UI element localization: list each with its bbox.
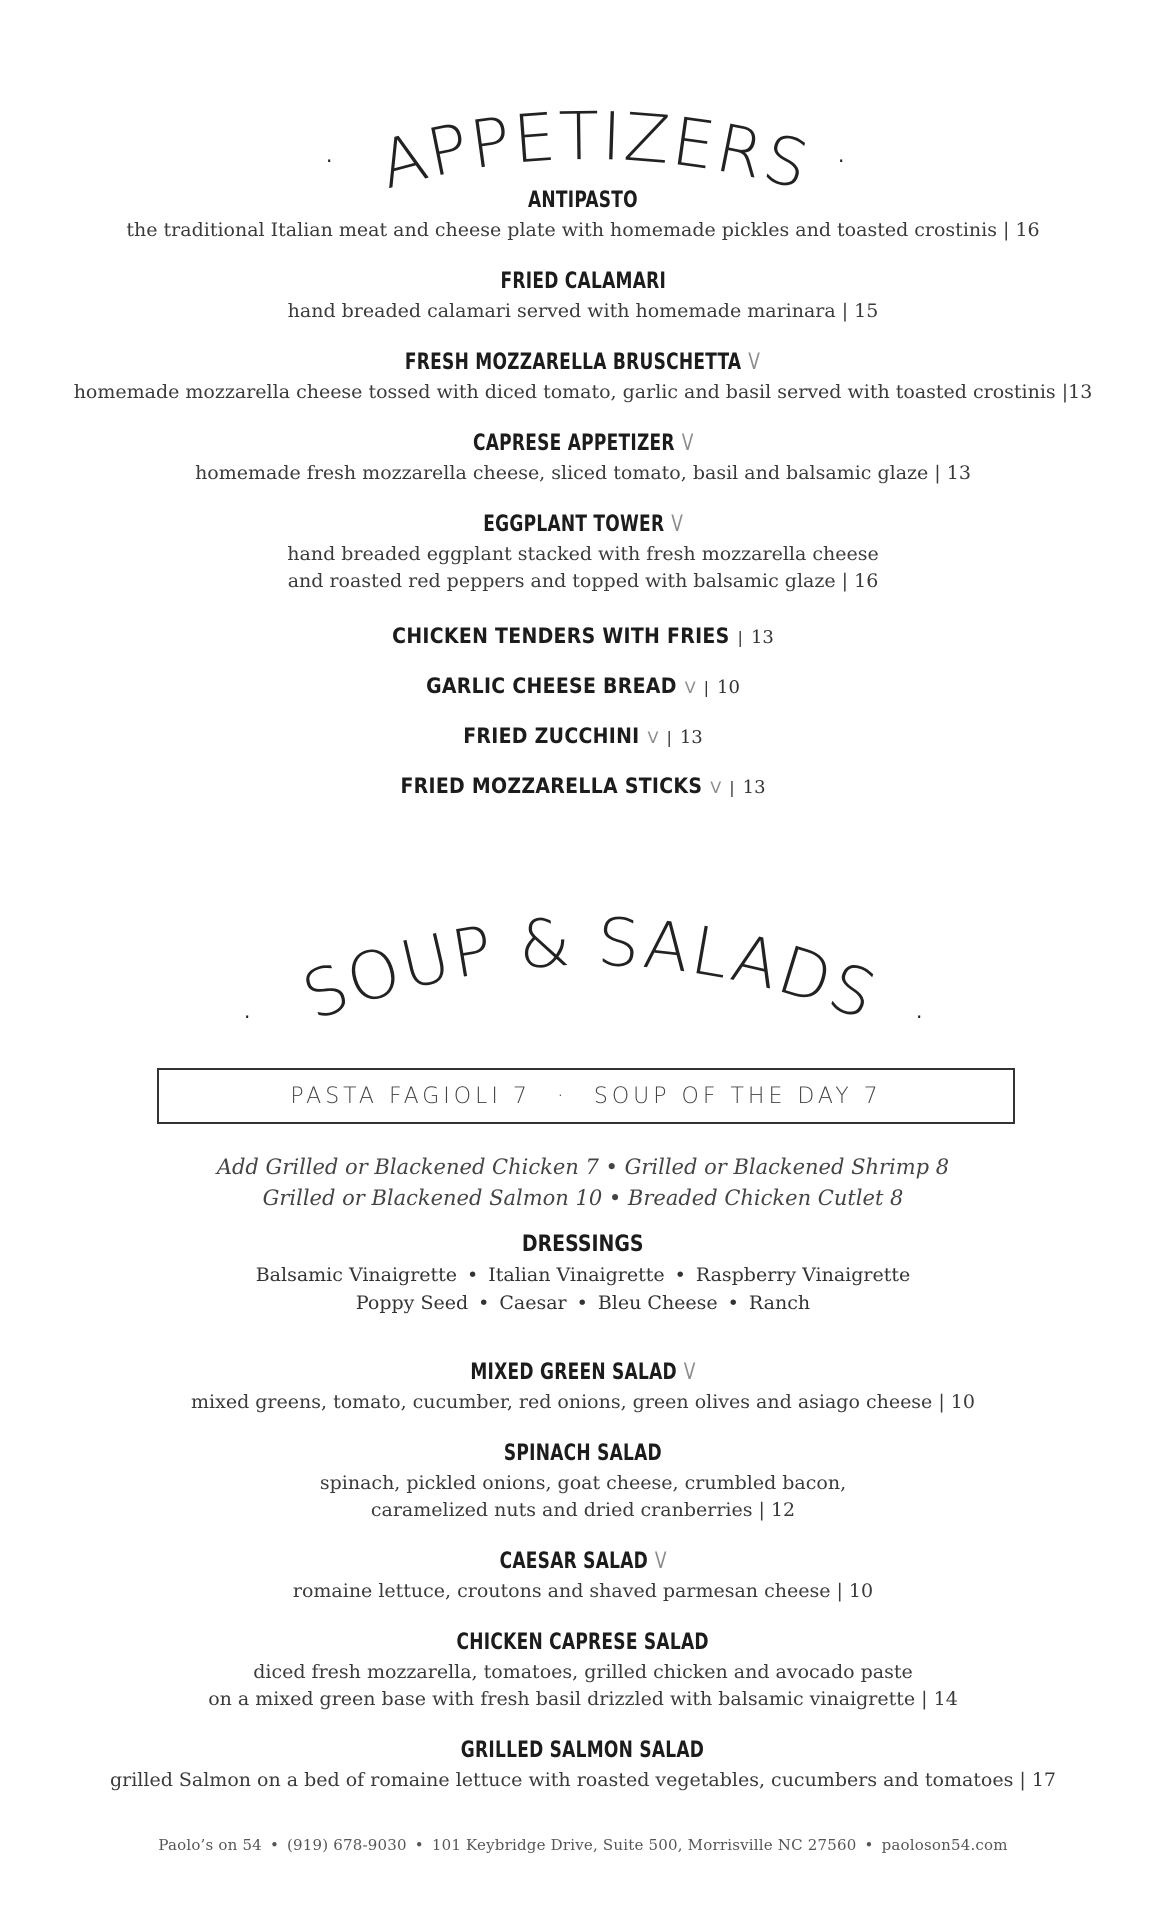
- svg-text:.: .: [326, 143, 333, 167]
- dressing-name: Balsamic Vinaigrette: [255, 1264, 458, 1286]
- menu-item-header: [0, 1628, 1166, 1659]
- soup-item: PASTA FAGIOLI 7: [290, 1083, 531, 1109]
- bullet-separator: •: [727, 1292, 739, 1314]
- vegetarian-icon: V: [683, 1360, 696, 1385]
- vegetarian-icon: V: [654, 1549, 667, 1574]
- bullet-separator: •: [864, 1836, 874, 1854]
- dressing-name: Raspberry Vinaigrette: [695, 1264, 911, 1286]
- appetizers-inline-list: [0, 612, 1166, 812]
- soup-salads-title: [0, 900, 1166, 1040]
- bullet-separator: •: [674, 1264, 686, 1286]
- appetizers-title-text: APPETIZERS: [371, 97, 818, 190]
- menu-item: [0, 267, 1166, 325]
- menu-item-description: on a mixed green base with fresh basil drizzled with balsamic vinaigrette | 14: [208, 1688, 958, 1710]
- menu-item-header: [0, 510, 1166, 541]
- footer-text: (919) 678-9030: [287, 1836, 407, 1854]
- menu-item: [0, 186, 1166, 244]
- menu-item: [0, 1736, 1166, 1794]
- menu-item: [0, 348, 1166, 406]
- dressing-name: Bleu Cheese: [597, 1292, 718, 1314]
- menu-item-description: mixed greens, tomato, cucumber, red onions, green olives and asiago cheese | 10: [191, 1391, 975, 1413]
- menu-item-name: FRIED ZUCCHINI: [463, 724, 640, 748]
- footer-text: paoloson54.com: [881, 1836, 1008, 1854]
- menu-item: [0, 762, 1166, 812]
- svg-text:.: .: [244, 999, 251, 1023]
- vegetarian-icon: V: [710, 778, 722, 797]
- svg-text:.: .: [916, 999, 923, 1023]
- dressing-name: Italian Vinaigrette: [488, 1264, 665, 1286]
- menu-item-description: spinach, pickled onions, goat cheese, crumbled bacon,: [319, 1472, 847, 1494]
- menu-item-header: [0, 1547, 1166, 1578]
- menu-item-name: CAPRESE APPETIZER V: [472, 431, 694, 456]
- menu-item-header: [0, 429, 1166, 460]
- bullet-separator: •: [478, 1292, 490, 1314]
- appetizers-list: [0, 186, 1166, 595]
- soup-salads-title-text: SOUP & SALADS: [292, 903, 888, 1036]
- price-separator: |: [666, 728, 672, 747]
- dressings-lines: [0, 1261, 1166, 1317]
- menu-item-name: MIXED GREEN SALAD V: [470, 1360, 696, 1385]
- footer-text: Paolo’s on 54: [158, 1836, 262, 1854]
- menu-item-header: [0, 1358, 1166, 1389]
- menu-item-name: SPINACH SALAD: [503, 1441, 663, 1466]
- menu-item-name: FRESH MOZZARELLA BRUSCHETTA V: [405, 350, 761, 375]
- price-separator: |: [737, 628, 743, 647]
- menu-item-header: [0, 1439, 1166, 1470]
- price-separator: |: [703, 678, 710, 697]
- addons: [0, 1152, 1166, 1214]
- footer-text: 101 Keybridge Drive, Suite 500, Morrisville NC 27560: [431, 1836, 857, 1854]
- menu-item: [0, 1547, 1166, 1605]
- soups-box: [157, 1068, 1015, 1124]
- menu-item-name: CAESAR SALAD V: [499, 1549, 667, 1574]
- menu-item-name: EGGPLANT TOWER V: [483, 512, 683, 537]
- menu-item: [0, 429, 1166, 487]
- dressings-line: [0, 1261, 1166, 1289]
- menu-item-description: the traditional Italian meat and cheese plate with homemade pickles and toasted crostinis | 16: [126, 219, 1040, 241]
- menu-item-description: grilled Salmon on a bed of romaine lettuce with roasted vegetables, cucumbers and tomatoes | 17: [109, 1769, 1057, 1791]
- menu-item-price: 13: [679, 727, 703, 748]
- menu-item-header: [0, 348, 1166, 379]
- dressing-name: Caesar: [499, 1292, 567, 1314]
- menu-item-name: GRILLED SALMON SALAD: [461, 1738, 705, 1763]
- dressings-line: [0, 1289, 1166, 1317]
- menu-item-header: [0, 1736, 1166, 1767]
- soup-separator: ·: [556, 1083, 568, 1109]
- menu-item-description: diced fresh mozzarella, tomatoes, grilled chicken and avocado paste: [253, 1661, 913, 1683]
- dressings: [0, 1232, 1166, 1317]
- dressing-name: Ranch: [748, 1292, 811, 1314]
- menu-item-name: FRIED MOZZARELLA STICKS: [400, 774, 703, 798]
- menu-item-description: homemade mozzarella cheese tossed with diced tomato, garlic and basil served with toasted crostinis |13: [73, 381, 1093, 403]
- menu-item-price: 10: [717, 677, 740, 698]
- menu-item-name: GARLIC CHEESE BREAD: [426, 674, 677, 698]
- menu-item-description: romaine lettuce, croutons and shaved parmesan cheese | 10: [292, 1580, 874, 1602]
- menu-item-name: FRIED CALAMARI: [500, 269, 666, 294]
- price-separator: |: [729, 778, 735, 797]
- bullet-separator: •: [414, 1836, 424, 1854]
- menu-item-description: homemade fresh mozzarella cheese, sliced tomato, basil and balsamic glaze | 13: [195, 462, 971, 484]
- vegetarian-icon: V: [671, 512, 683, 537]
- menu-item-name: CHICKEN TENDERS WITH FRIES: [392, 624, 730, 648]
- dressing-name: Poppy Seed: [355, 1292, 469, 1314]
- menu-item: [0, 510, 1166, 595]
- svg-text:APPETIZERS: [371, 98, 817, 190]
- menu-item: [0, 1439, 1166, 1524]
- bullet-separator: •: [576, 1292, 588, 1314]
- menu-item-description: hand breaded eggplant stacked with fresh mozzarella cheese: [287, 543, 879, 565]
- bullet-separator: •: [467, 1264, 479, 1286]
- footer: [0, 1836, 1166, 1854]
- vegetarian-icon: V: [684, 678, 696, 697]
- menu-item-name: CHICKEN CAPRESE SALAD: [456, 1630, 710, 1655]
- menu-item-description: and roasted red peppers and topped with balsamic glaze | 16: [287, 570, 879, 592]
- bullet-separator: •: [269, 1836, 279, 1854]
- addons-line: Grilled or Blackened Salmon 10 • Breaded Chicken Cutlet 8: [262, 1186, 904, 1210]
- menu-item-name: ANTIPASTO: [528, 188, 638, 213]
- soup-item: SOUP OF THE DAY 7: [593, 1083, 882, 1109]
- menu-item-description: caramelized nuts and dried cranberries | 12: [370, 1499, 796, 1521]
- addons-line: Add Grilled or Blackened Chicken 7 • Grilled or Blackened Shrimp 8: [216, 1155, 950, 1179]
- menu-item: [0, 1628, 1166, 1713]
- dressings-title: DRESSINGS: [522, 1232, 644, 1257]
- salads-list: [0, 1358, 1166, 1794]
- vegetarian-icon: V: [681, 431, 694, 456]
- svg-text:SOUP & SALADS: [293, 904, 887, 1036]
- svg-text:.: .: [838, 143, 845, 167]
- vegetarian-icon: V: [647, 728, 659, 747]
- appetizers-title: [0, 80, 1166, 190]
- menu-item-description: hand breaded calamari served with homemade marinara | 15: [287, 300, 879, 322]
- menu-item-price: 13: [750, 627, 774, 648]
- menu-item-price: 13: [742, 777, 766, 798]
- menu-item: [0, 712, 1166, 762]
- menu-item-header: [0, 267, 1166, 298]
- menu-item: [0, 612, 1166, 662]
- vegetarian-icon: V: [748, 350, 761, 375]
- menu-item: [0, 1358, 1166, 1416]
- menu-item-header: [0, 186, 1166, 217]
- menu-item: [0, 662, 1166, 712]
